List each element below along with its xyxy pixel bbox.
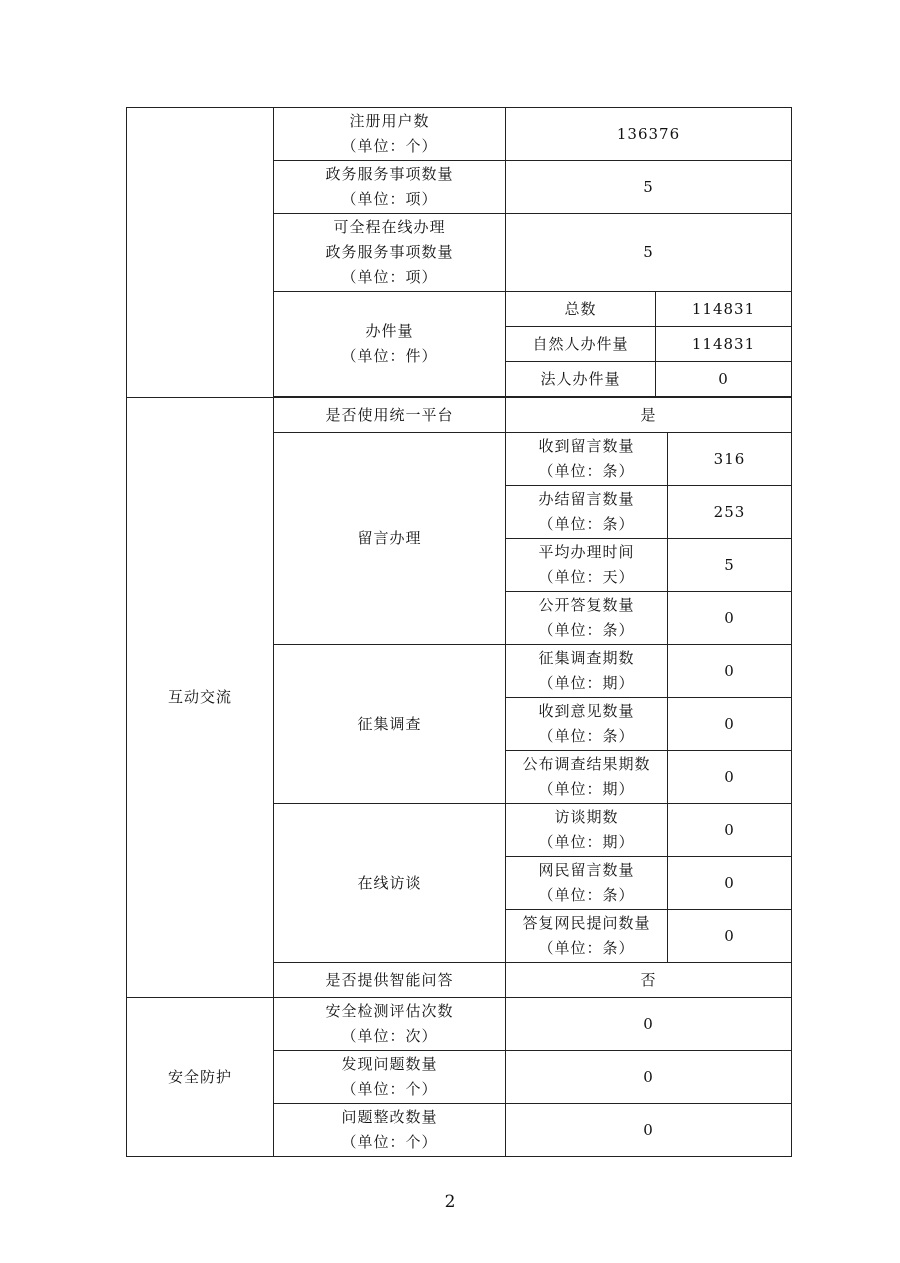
sub-label-cell: 公布调查结果期数 （单位：期）	[506, 751, 668, 804]
value-cell: 0	[506, 1051, 792, 1104]
value-cell: 5	[668, 539, 792, 592]
page-number: 2	[444, 1192, 456, 1212]
label-cell: 是否提供智能问答	[274, 963, 506, 998]
label-cell: 办件量 （单位：件）	[274, 292, 506, 397]
section-cell-interaction: 互动交流	[127, 398, 274, 998]
value-cell: 0	[656, 362, 792, 397]
label-cell: 注册用户数 （单位：个）	[274, 108, 506, 161]
value-cell: 否	[506, 963, 792, 998]
sub-label-cell: 网民留言数量 （单位：条）	[506, 857, 668, 910]
sub-label-cell: 收到意见数量 （单位：条）	[506, 698, 668, 751]
value-cell: 5	[506, 161, 792, 214]
label-cell: 问题整改数量 （单位：个）	[274, 1104, 506, 1157]
sub-label-cell: 办结留言数量 （单位：条）	[506, 486, 668, 539]
sub-label-cell: 总数	[506, 292, 656, 327]
group-label-cell: 征集调查	[274, 645, 506, 804]
sub-label-cell: 法人办件量	[506, 362, 656, 397]
sub-label-cell: 公开答复数量 （单位：条）	[506, 592, 668, 645]
value-cell: 0	[506, 1104, 792, 1157]
label-cell: 政务服务事项数量 （单位：项）	[274, 161, 506, 214]
value-cell: 是	[506, 398, 792, 433]
value-cell: 0	[506, 998, 792, 1051]
value-cell: 253	[668, 486, 792, 539]
value-cell: 5	[506, 214, 792, 292]
sub-label-cell: 平均办理时间 （单位：天）	[506, 539, 668, 592]
value-cell: 316	[668, 433, 792, 486]
sub-label-cell: 答复网民提问数量 （单位：条）	[506, 910, 668, 963]
label-cell: 是否使用统一平台	[274, 398, 506, 433]
sub-label-cell: 征集调查期数 （单位：期）	[506, 645, 668, 698]
value-cell: 0	[668, 698, 792, 751]
value-cell: 0	[668, 910, 792, 963]
value-cell: 0	[668, 857, 792, 910]
value-cell: 136376	[506, 108, 792, 161]
table-row	[127, 998, 792, 1051]
section-cell-security: 安全防护	[127, 998, 274, 1157]
label-cell: 安全检测评估次数 （单位：次）	[274, 998, 506, 1051]
sub-label-cell: 访谈期数 （单位：期）	[506, 804, 668, 857]
sub-label-cell: 自然人办件量	[506, 327, 656, 362]
sub-label-cell: 收到留言数量 （单位：条）	[506, 433, 668, 486]
value-cell: 114831	[656, 327, 792, 362]
group-label-cell: 在线访谈	[274, 804, 506, 963]
section-cell-service	[127, 108, 274, 398]
statistics-table	[126, 107, 792, 1157]
value-cell: 0	[668, 804, 792, 857]
value-cell: 0	[668, 751, 792, 804]
label-cell: 可全程在线办理 政务服务事项数量 （单位：项）	[274, 214, 506, 292]
value-cell: 114831	[656, 292, 792, 327]
value-cell: 0	[668, 592, 792, 645]
label-cell: 发现问题数量 （单位：个）	[274, 1051, 506, 1104]
value-cell: 0	[668, 645, 792, 698]
table-row	[127, 108, 792, 161]
table-row	[127, 398, 792, 433]
group-label-cell: 留言办理	[274, 433, 506, 645]
